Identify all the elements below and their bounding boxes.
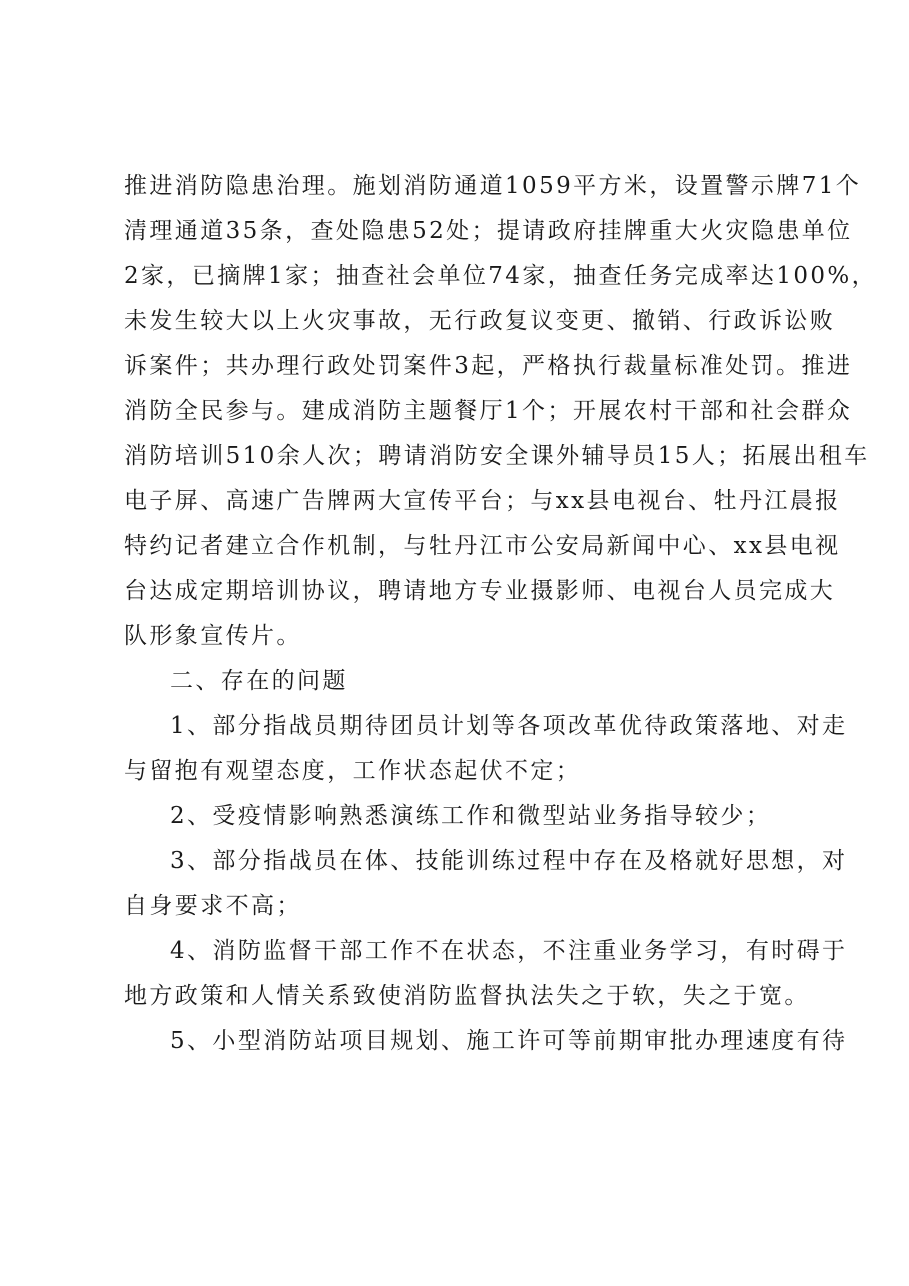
list-item-5	[124, 1019, 848, 1064]
text-line: 5、小型消防站项目规划、施工许可等前期审批办理速度有待	[170, 1028, 848, 1054]
paragraph-fire-hazard-governance	[124, 164, 878, 659]
list-item-1	[124, 704, 848, 794]
list-item-2	[124, 794, 824, 839]
list-item-3	[124, 839, 848, 929]
text-line: 3、部分指战员在体、技能训练过程中存在及格就好思想，对	[170, 848, 848, 874]
text-line: 诉案件；共办理行政处罚案件3起，严格执行裁量标准处罚。推进	[124, 353, 853, 379]
text-line: 台达成定期培训协议，聘请地方专业摄影师、电视台人员完成大	[124, 578, 836, 604]
text-line: 与留抱有观望态度，工作状态起伏不定；	[124, 758, 582, 784]
text-line: 自身要求不高；	[124, 893, 302, 919]
text-line: 推进消防隐患治理。施划消防通道1059平方米，设置警示牌71个	[124, 173, 862, 199]
text-line: 2家，已摘牌1家；抽查社会单位74家，抽查任务完成率达100%，	[124, 263, 878, 289]
text-line: 清理通道35条，查处隐患52处；提请政府挂牌重大火灾隐患单位	[124, 218, 853, 244]
document-body	[124, 164, 878, 1064]
text-line: 队形象宣传片。	[124, 623, 302, 649]
section-heading-text: 二、存在的问题	[170, 668, 348, 694]
text-line: 特约记者建立合作机制，与牡丹江市公安局新闻中心、xx县电视	[124, 533, 841, 559]
text-line: 地方政策和人情关系致使消防监督执法失之于软，失之于宽。	[124, 983, 810, 1009]
text-line: 1、部分指战员期待团员计划等各项改革优待政策落地、对走	[170, 713, 848, 739]
section-heading	[124, 659, 824, 704]
list-item-4	[124, 929, 848, 1019]
text-line: 未发生较大以上火灾事故，无行政复议变更、撤销、行政诉讼败	[124, 308, 836, 334]
text-line: 消防培训510余人次；聘请消防安全课外辅导员15人；拓展出租车	[124, 443, 870, 469]
text-line: 4、消防监督干部工作不在状态，不注重业务学习，有时碍于	[170, 938, 848, 964]
text-line: 电子屏、高速广告牌两大宣传平台；与xx县电视台、牡丹江晨报	[124, 488, 841, 514]
text-line: 消防全民参与。建成消防主题餐厅1个；开展农村干部和社会群众	[124, 398, 853, 424]
text-line: 2、受疫情影响熟悉演练工作和微型站业务指导较少；	[170, 803, 772, 829]
